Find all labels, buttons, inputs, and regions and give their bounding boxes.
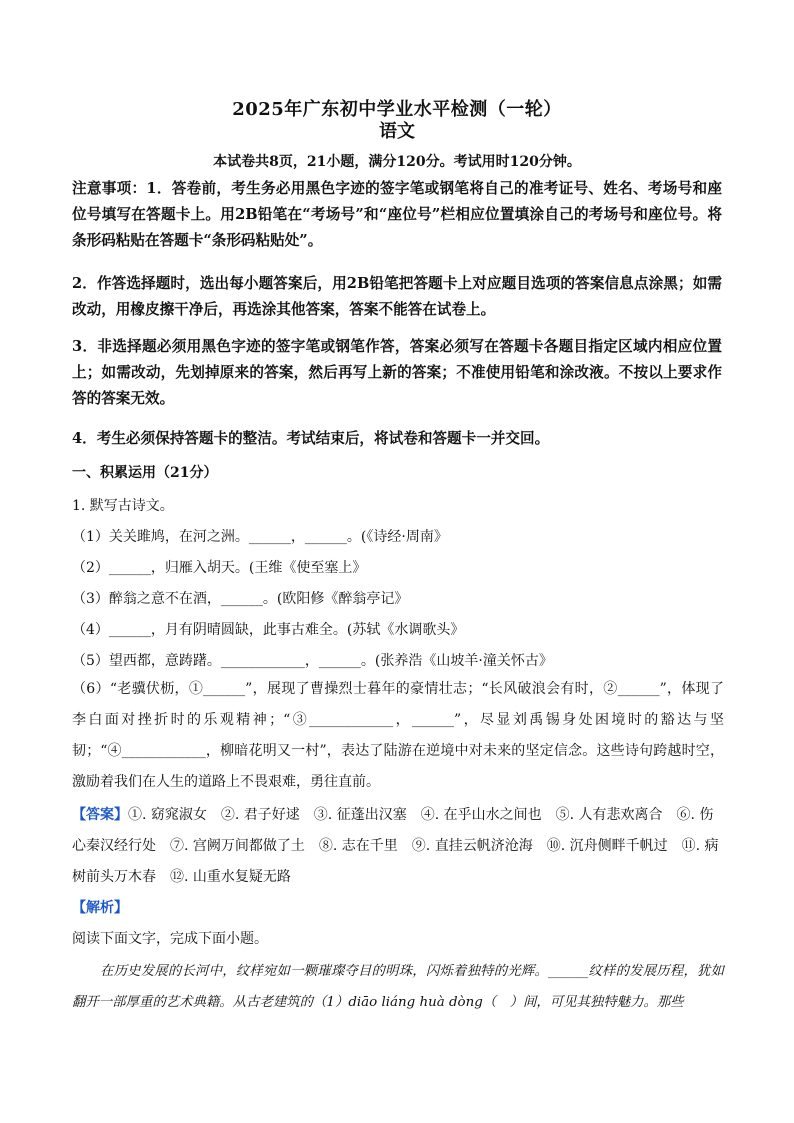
reading-passage: 在历史发展的长河中，纹样宛如一颗璀璨夺目的明珠，闪烁着独特的光辉。______纹样的发展历程，犹如翻开一部厚重的艺术典籍。从古老建筑的（1）diāo liáng huà dòng（ ）间，可见其独特魅力。那些 [72,964,724,1010]
question-1-item-2: （2）______，归雁入胡天。(王维《使至塞上》 [72,560,367,576]
question-1-item-3: （3）醉翁之意不在酒，______。(欧阳修《醉翁亭记》 [72,591,409,607]
question-1-item-4: （4）______，月有阴晴圆缺，此事古难全。(苏轼《水调歌头》 [72,622,465,638]
exam-info: 本试卷共8页，21小题，满分120分。考试用时120分钟。 [213,154,581,170]
question-1-stem: 1. 默写古诗文。 [72,498,174,514]
answer-block [72,800,724,893]
reading-intro: 阅读下面文字，完成下面小题。 [72,931,268,947]
analysis-label: 【解析】 [72,900,128,916]
notice-4: 4．考生必须保持答题卡的整洁。考试结束后，将试卷和答题卡一并交回。 [72,430,550,447]
section-heading: 一、积累运用（21分） [72,465,218,481]
notice-1: 注意事项：1．答卷前，考生务必用黑色字迹的签字笔或钢笔将自己的准考证号、姓名、考场号和座位号填写在答题卡上。用2B铅笔在“考场号”和“座位号”栏相应位置填涂自己的考场号和座位号。将条形码粘贴在答题卡“条形码粘贴处”。 [72,180,722,249]
notice-2: 2．作答选择题时，选出每小题答案后，用2B铅笔把答题卡上对应题目选项的答案信息点涂黑；如需改动，用橡皮擦干净后，再选涂其他答案，答案不能答在试卷上。 [72,275,722,318]
notice-3: 3．非选择题必须用黑色字迹的签字笔或钢笔作答，答案必须写在答题卡各题目指定区域内相应位置上；如需改动，先划掉原来的答案，然后再写上新的答案；不准使用铅笔和涂改液。不按以上要求作答的答案无效。 [72,338,722,407]
question-1-item-5: （5）望西都，意踌躇。____________，______。(张养浩《山坡羊·潼关怀古》 [72,653,553,669]
exam-subject: 语文 [379,121,415,142]
question-1-item-1: （1）关关雎鸠，在河之洲。______，______。(《诗经·周南》 [72,529,448,545]
answer-text: ①. 窈窕淑女 ②. 君子好逑 ③. 征蓬出汉塞 ④. 在乎山水之间也 ⑤. 人有悲欢离合 ⑥. 伤心秦汉经行处 ⑦. 宫阙万间都做了土 ⑧. 志在千里 ⑨. 直挂云帆济沧海 ⑩. 沉舟侧畔千帆过 ⑪. 病树前头万木春 ⑫. 山重水复疑无路 [72,807,719,885]
question-1-item-6: （6）“老骥伏枥，①______”，展现了曹操烈士暮年的豪情壮志；“长风破浪会有时，②______”，体现了李白面对挫折时的乐观精神；“③____________，______”，尽显刘禹锡身处困境时的豁达与坚韧；“④____________，柳暗花明又一村”，表达了陆游在逆境中对未来的坚定信念。这些诗句跨越时空，激励着我们在人生的道路上不畏艰难，勇往直前。 [72,681,724,790]
exam-title: 2025年广东初中学业水平检测（一轮） [232,99,562,120]
answer-label: 【答案】 [72,807,128,823]
